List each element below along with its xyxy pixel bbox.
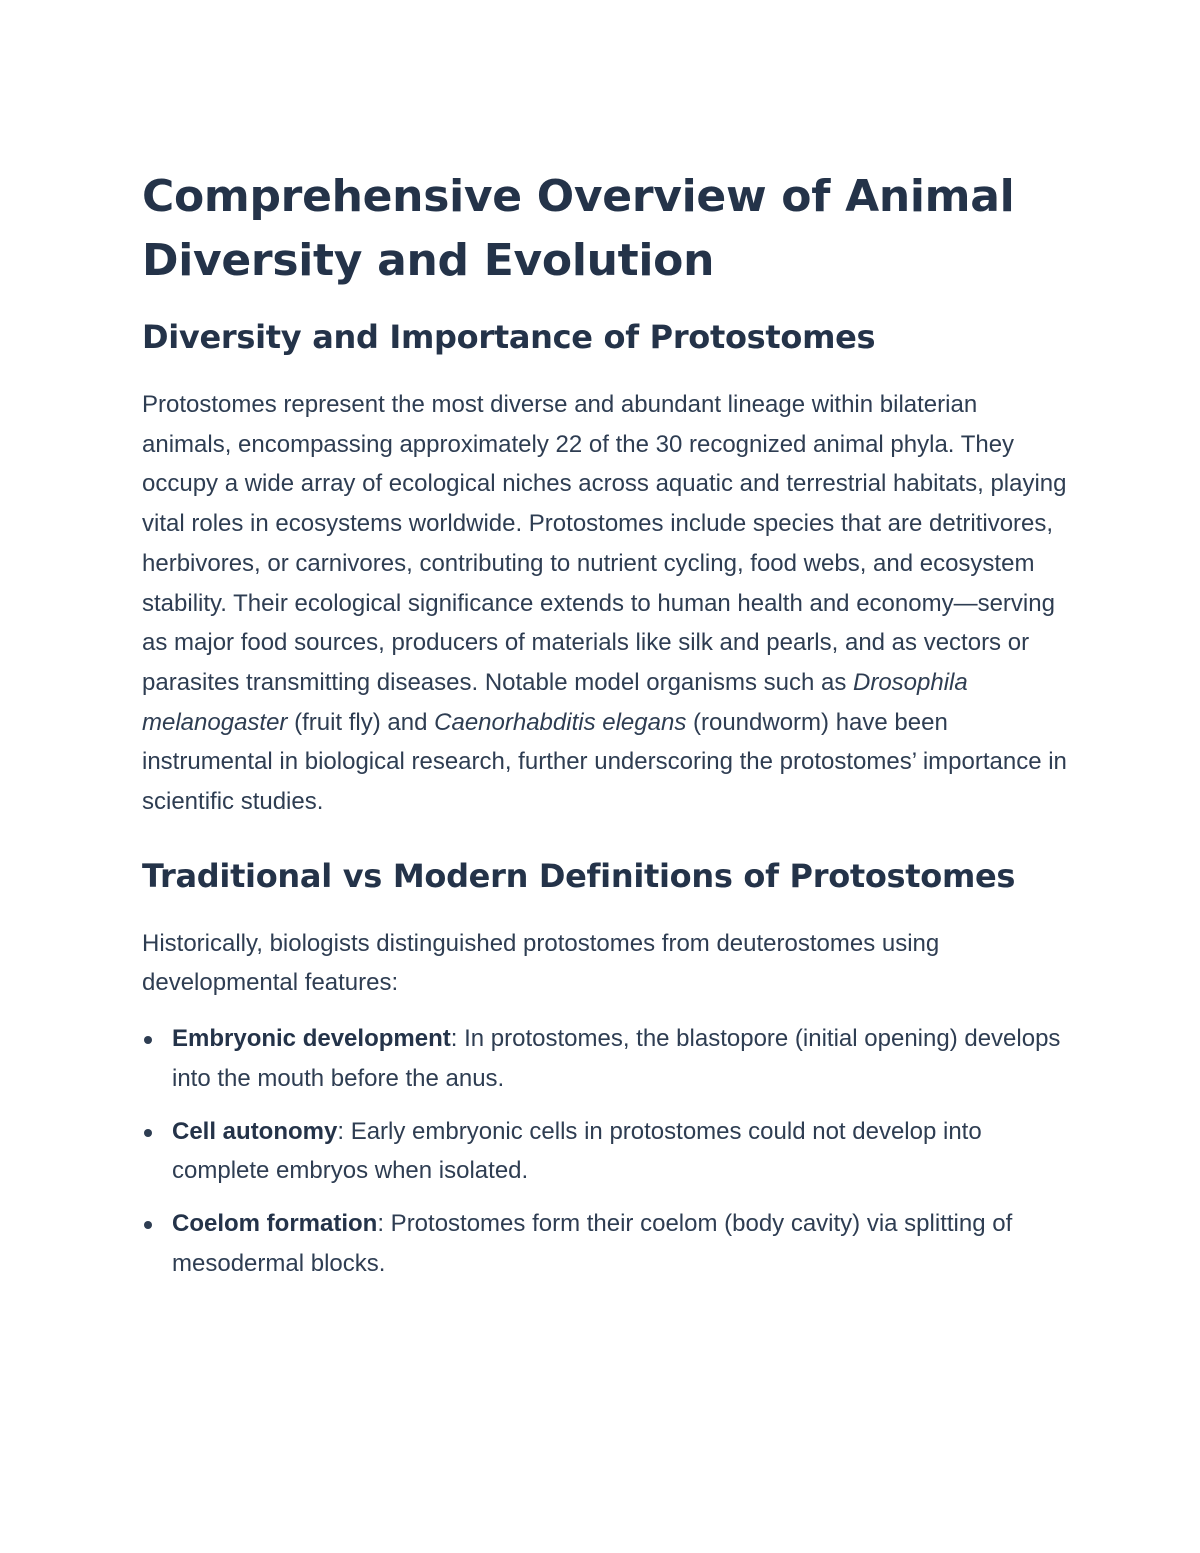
list-item-text: : Early embryonic cells in protostomes could not develop into complete embryos when isolated. [172, 1117, 982, 1185]
list-item [142, 1204, 1072, 1283]
list-item-text: : In protostomes, the blastopore (initial opening) develops into the mouth before the anus. [172, 1025, 1061, 1092]
document-page [142, 165, 1072, 1296]
list-item [142, 1019, 1072, 1098]
section-heading-diversity: Diversity and Importance of Protostomes [142, 318, 876, 356]
paragraph-text: Protostomes represent the most diverse and abundant lineage within bilaterian animals, encompassing approximately 22 of the 30 recognized animal phyla. They occupy a wide array of ecological niches across aquatic and terrestrial habitats, playing vital roles in ecosystems worldwide. Protostomes include species that are detritivores, herbivores, or carnivores, contributing to nutrient cycling, food webs, and ecosystem stability. Their ecological significance extends to human health and economy—serving as major food sources, producers of materials like silk and pearls, and as vectors or parasites transmitting diseases. Notable model organisms such as [142, 391, 1067, 696]
feature-list [142, 1019, 1072, 1283]
list-item [142, 1112, 1072, 1191]
paragraph-text: (fruit fly) and [287, 708, 435, 736]
section-definitions [142, 854, 1072, 1284]
species-name-drosophila: Drosophila melanogaster [142, 668, 968, 736]
document-title: Comprehensive Overview of Animal Diversity and Evolution [142, 171, 1015, 286]
section-diversity [142, 315, 1072, 822]
bullet-icon [144, 1036, 152, 1044]
list-item-term: Embryonic development [172, 1025, 451, 1053]
list-item-text: : Protostomes form their coelom (body cavity) via splitting of mesodermal blocks. [172, 1209, 1013, 1277]
species-name-caenorhabditis: Caenorhabditis elegans [434, 708, 687, 736]
section-heading-definitions: Traditional vs Modern Definitions of Protostomes [142, 856, 1016, 895]
definitions-intro: Historically, biologists distinguished protostomes from deuterostomes using developmental features: [142, 929, 940, 997]
paragraph-text: (roundworm) have been instrumental in biological research, further underscoring the protostomes’ importance in scientific studies. [142, 708, 1067, 816]
list-item-term: Coelom formation [172, 1209, 378, 1237]
diversity-paragraph [142, 385, 1072, 822]
bullet-icon [144, 1221, 152, 1229]
bullet-icon [144, 1129, 152, 1137]
list-item-term: Cell autonomy [172, 1117, 338, 1145]
